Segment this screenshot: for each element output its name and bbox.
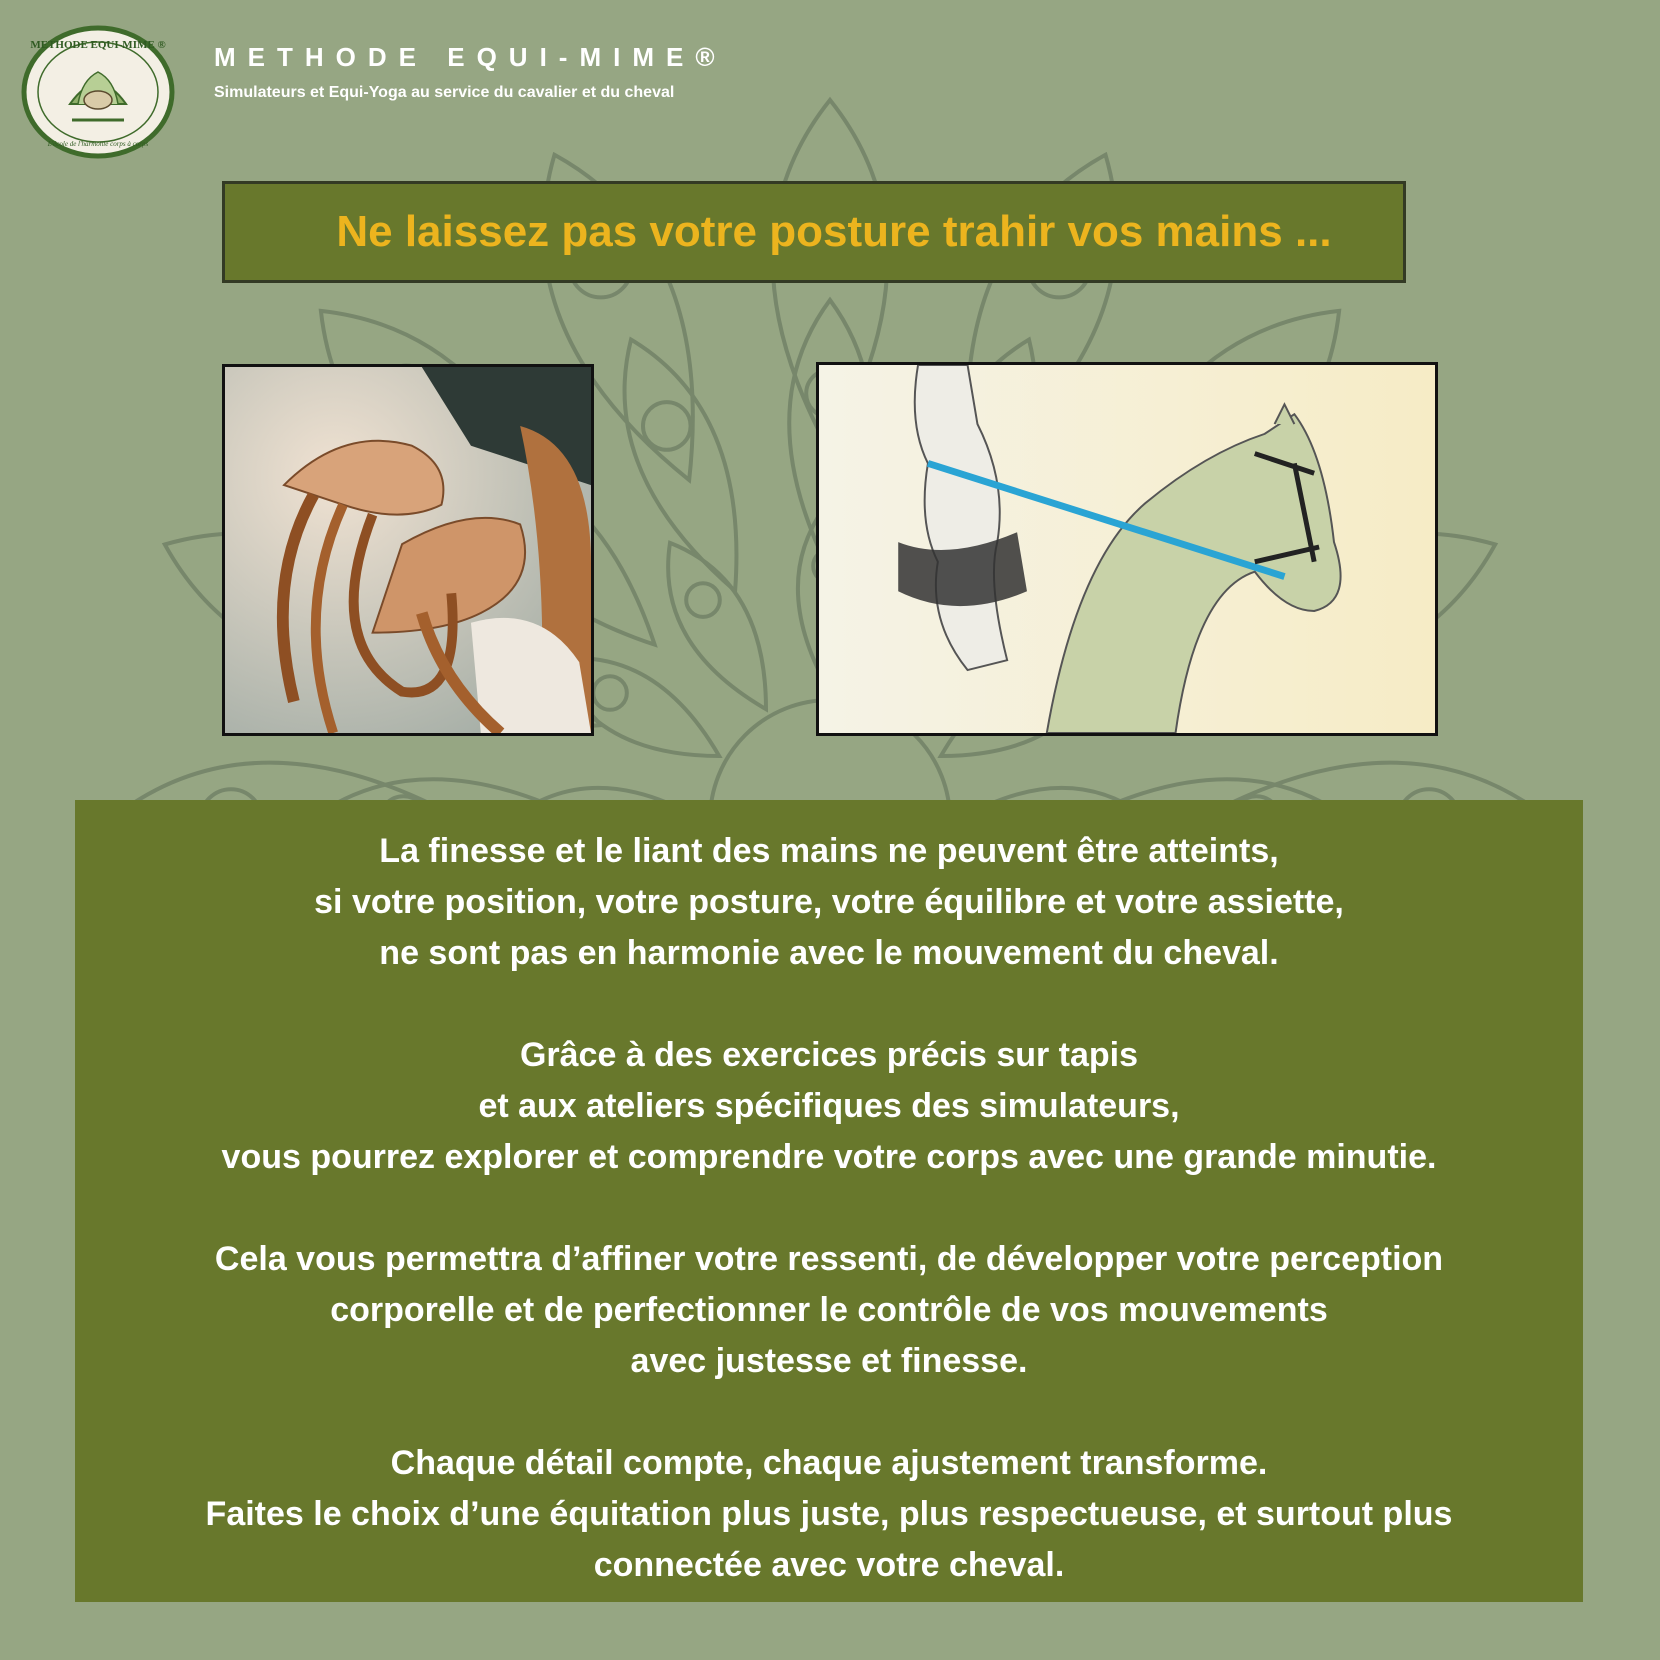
paragraph-line: avec justesse et finesse. xyxy=(630,1342,1028,1380)
brand-subtitle: Simulateurs et Equi-Yoga au service du cavalier et du cheval xyxy=(214,84,675,101)
paragraph-line: connectée avec votre cheval. xyxy=(593,1546,1065,1584)
mandala-swirl xyxy=(686,583,720,617)
mandala-swirl xyxy=(593,676,627,710)
hands-reins-image xyxy=(222,364,594,736)
headline-text: Ne laissez pas votre posture trahir vos mains ... xyxy=(336,207,1332,256)
brand-title: METHODE EQUI-MIME® xyxy=(214,42,727,72)
description-panel xyxy=(75,800,1583,1602)
mandala-petal xyxy=(668,543,766,709)
paragraph-line: ne sont pas en harmonie avec le mouvement du cheval. xyxy=(379,934,1279,972)
paragraph-2 xyxy=(75,1030,1583,1183)
headline-banner xyxy=(222,181,1406,283)
paragraph-1 xyxy=(75,826,1583,979)
description-text xyxy=(75,826,1583,1591)
paragraph-line: Cela vous permettra d’affiner votre ressenti, de développer votre perception xyxy=(214,1240,1444,1278)
paragraph-line: vous pourrez explorer et comprendre votre corps avec une grande minutie. xyxy=(221,1138,1437,1176)
paragraph-line: et aux ateliers spécifiques des simulateurs, xyxy=(478,1087,1180,1125)
paragraph-line: corporelle et de perfectionner le contrôle de vos mouvements xyxy=(330,1291,1328,1329)
paragraph-line: Grâce à des exercices précis sur tapis xyxy=(519,1036,1139,1074)
paragraph-line: si votre position, votre posture, votre équilibre et votre assiette, xyxy=(314,883,1344,921)
mandala-petal xyxy=(625,340,737,591)
logo-top-text: METHODE EQUI-MIME ® xyxy=(30,39,166,51)
logo-bottom-text: L'école de l'harmonie corps à corps xyxy=(47,140,149,148)
rider-horse-image xyxy=(816,362,1438,736)
paragraph-line: Faites le choix d’une équitation plus juste, plus respectueuse, et surtout plus xyxy=(205,1495,1453,1533)
paragraph-4 xyxy=(75,1438,1583,1591)
paragraph-line: La finesse et le liant des mains ne peuvent être atteints, xyxy=(379,832,1279,870)
paragraph-line: Chaque détail compte, chaque ajustement transforme. xyxy=(390,1444,1268,1482)
paragraph-3 xyxy=(75,1234,1583,1387)
brand-logo-icon xyxy=(20,24,176,160)
mandala-swirl xyxy=(643,402,691,450)
